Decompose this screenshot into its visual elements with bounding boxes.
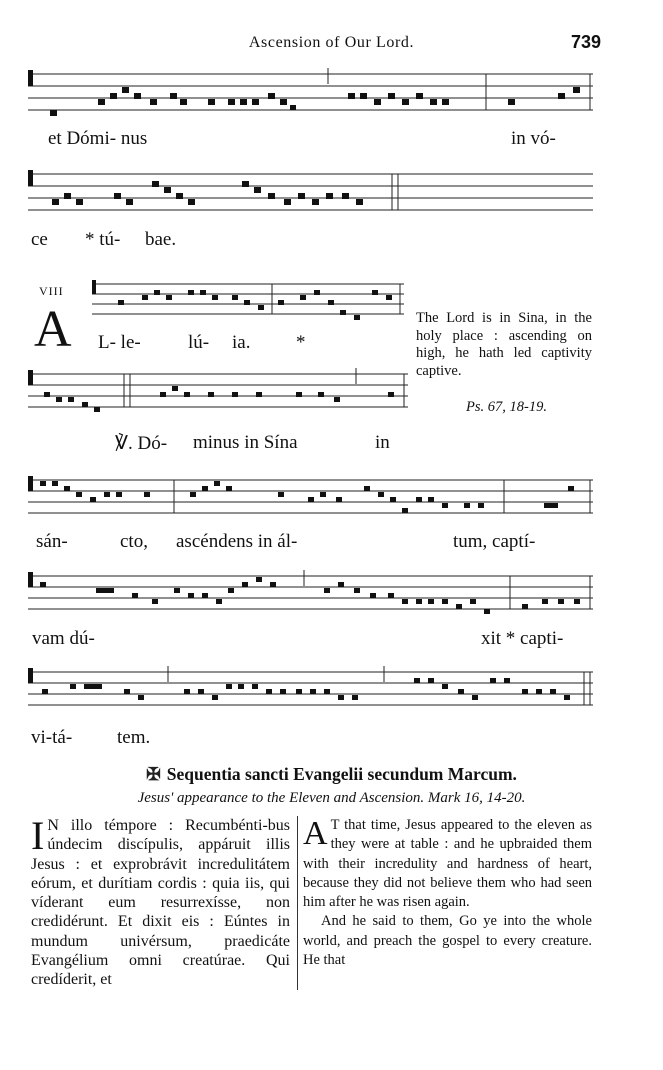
- lyric: sán-: [36, 531, 68, 552]
- chant-staff-2: [28, 166, 593, 226]
- english-text: T that time, Jesus appeared to the eleven as they were at table : and he upbraided them with their incredulity and hardness of heart, because they did not believe them who had seen him after he was risen again.: [303, 817, 592, 911]
- initial-letter: A: [34, 301, 72, 358]
- lyric: ia.: [232, 332, 251, 353]
- chant-staff-7: [28, 666, 593, 720]
- lyric: cto,: [120, 531, 148, 552]
- gospel-heading-text: Sequentia sancti Evangelii secundum Marcum.: [166, 764, 517, 784]
- latin-text: N illo témpore : Recumbénti-bus úndecim discípulis, appáruit illis Jesus : et exprobrávit incredulitátem eórum, et durítiam cordis : quia iis, qui víderant eum resurrexísse, non credidérunt. Et dixit eis : Eúntes in mundum univérsum, praedicáte Evangélium omni creatúrae. Qui credíderit, et: [31, 817, 290, 989]
- chant-staff-3: [92, 278, 404, 328]
- chant-staff-1: [28, 66, 593, 126]
- lyric: vi-tá-: [31, 727, 73, 748]
- lyric: ce: [31, 229, 48, 250]
- page-number: 739: [570, 32, 601, 52]
- lyric: xit * capti-: [481, 628, 564, 649]
- gospel-english-column: [303, 816, 592, 970]
- gospel-latin-column: [31, 813, 290, 990]
- lyric: ℣. Dó-: [115, 433, 168, 454]
- lyric: bae.: [145, 229, 177, 250]
- english-drop-cap: A: [303, 815, 328, 852]
- mode-number: VIII: [39, 284, 64, 298]
- chant-staff-4: [28, 368, 408, 420]
- chant-staff-6: [28, 570, 593, 624]
- lyric: * tú-: [85, 229, 121, 250]
- english-text-2: And he said to them, Go ye into the whole world, and preach the gospel to every creature. He that: [303, 913, 592, 969]
- lyric: ascéndens in ál-: [176, 531, 298, 552]
- lyric: tum, captí-: [453, 531, 536, 552]
- lyric: lú-: [188, 332, 210, 353]
- gospel-heading: [0, 764, 663, 785]
- cross-icon: ✠: [146, 764, 161, 784]
- lyric: *: [296, 332, 306, 353]
- lyric: tem.: [117, 727, 151, 748]
- lyric: in vó-: [511, 128, 556, 149]
- alleluia-translation: The Lord is in Sina, in the holy place : ascending on high, he hath led captivity captive.: [416, 310, 592, 379]
- latin-drop-cap: I: [31, 813, 45, 858]
- lyric: et Dómi- nus: [48, 128, 148, 149]
- lyric: in: [375, 432, 390, 453]
- chant-staff-5: [28, 474, 593, 528]
- lyric: L- le-: [98, 332, 141, 353]
- lyric: minus in Sína: [193, 432, 298, 453]
- gospel-subheading: Jesus' appearance to the Eleven and Ascension. Mark 16, 14-20.: [137, 790, 526, 806]
- column-divider: [297, 816, 298, 990]
- running-title: Ascension of Our Lord.: [248, 34, 415, 51]
- psalm-reference: Ps. 67, 18-19.: [466, 399, 547, 415]
- lyric: vam dú-: [32, 628, 95, 649]
